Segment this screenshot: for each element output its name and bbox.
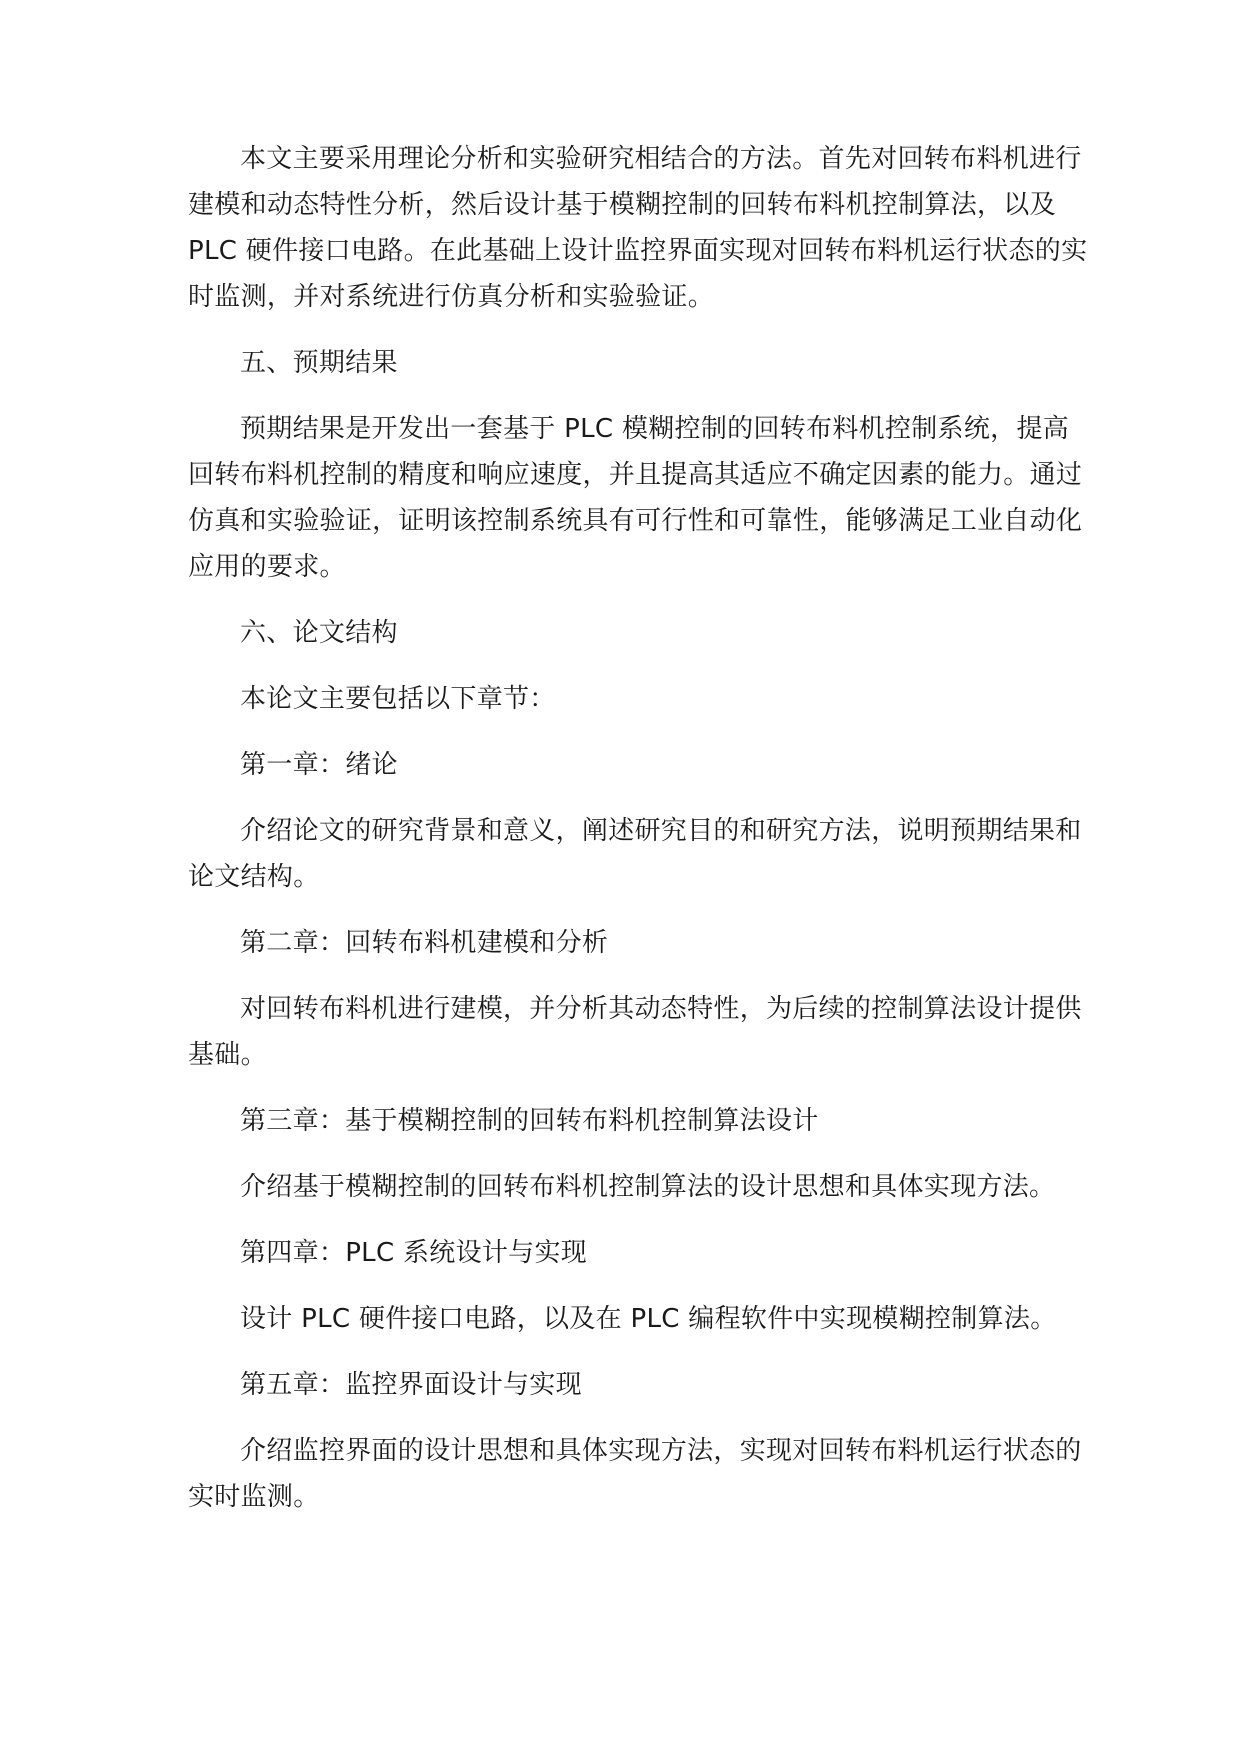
paragraph-chapter-4: 设计 PLC 硬件接口电路，以及在 PLC 编程软件中实现模糊控制算法。 bbox=[240, 1304, 1057, 1334]
paragraph-chapter-5: 介绍监控界面的设计思想和具体实现方法，实现对回转布料机运行状态的实时监测。 bbox=[188, 1436, 1082, 1512]
paragraph-chapter-3: 介绍基于模糊控制的回转布料机控制算法的设计思想和具体实现方法。 bbox=[240, 1172, 1056, 1202]
heading-chapter-4: 第四章：PLC 系统设计与实现 bbox=[240, 1238, 588, 1268]
heading-thesis-structure: 六、论文结构 bbox=[240, 618, 398, 648]
heading-chapter-5: 第五章：监控界面设计与实现 bbox=[240, 1370, 582, 1400]
heading-chapter-1: 第一章：绪论 bbox=[240, 750, 398, 780]
paragraph-chapter-1: 介绍论文的研究背景和意义，阐述研究目的和研究方法，说明预期结果和论文结构。 bbox=[188, 816, 1082, 892]
document-page bbox=[188, 136, 1088, 1540]
heading-expected-results: 五、预期结果 bbox=[240, 348, 398, 378]
paragraph-methods: 本文主要采用理论分析和实验研究相结合的方法。首先对回转布料机进行建模和动态特性分析，然后设计基于模糊控制的回转布料机控制算法，以及 PLC 硬件接口电路。在此基础上设计监控界面实现对回转布料机运行状态的实时监测，并对系统进行仿真分析和实验验证。 bbox=[188, 144, 1088, 312]
heading-chapter-3: 第三章：基于模糊控制的回转布料机控制算法设计 bbox=[240, 1106, 819, 1136]
heading-chapter-2: 第二章：回转布料机建模和分析 bbox=[240, 928, 609, 958]
paragraph-chapter-2: 对回转布料机进行建模，并分析其动态特性，为后续的控制算法设计提供基础。 bbox=[188, 994, 1082, 1070]
paragraph-expected-results: 预期结果是开发出一套基于 PLC 模糊控制的回转布料机控制系统，提高回转布料机控制的精度和响应速度，并且提高其适应不确定因素的能力。通过仿真和实验验证，证明该控制系统具有可行性和可靠性，能够满足工业自动化应用的要求。 bbox=[188, 414, 1083, 582]
paragraph-chapters-intro: 本论文主要包括以下章节： bbox=[240, 684, 556, 714]
